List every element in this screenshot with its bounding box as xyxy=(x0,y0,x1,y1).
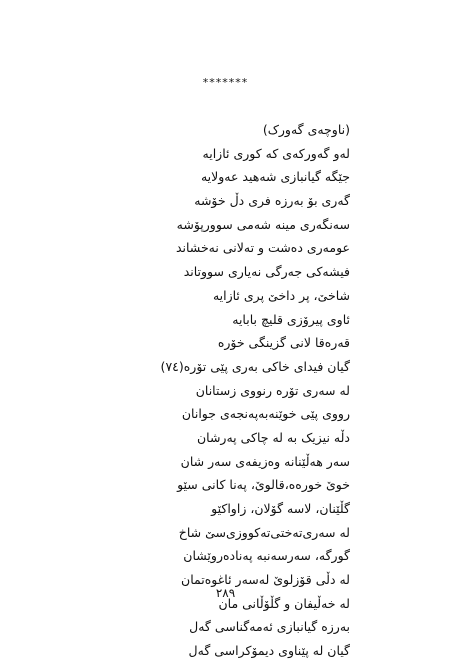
poem-line: سەنگەری مینە شەمی سوورپۆشە xyxy=(176,216,350,232)
page-number: ٢٨٩ xyxy=(215,586,236,600)
poem-line: لەو گەورکەی کە کوری ئازایە xyxy=(202,145,350,161)
poem-line: خوێ خورەە،قالوێ، پەنا کانی سێو xyxy=(177,477,350,493)
poem-line: ئاوی پیرۆزی قلیچ بابایە xyxy=(232,311,350,327)
poem-line: لە سەری تۆرە رنووی زستانان xyxy=(195,382,350,398)
poem-line: گەری بۆ بەرزە فری دڵ خۆشە xyxy=(194,193,350,209)
poem-title: (ناوچەی گەورک) xyxy=(262,122,350,137)
poem-block xyxy=(118,118,350,663)
poem-line: فیشەکی جەرگی نەیاری سووتاند xyxy=(183,264,350,280)
poem-line: سەر هەڵێنانە وەزیفەی سەر شان xyxy=(180,453,350,469)
section-separator: ******* xyxy=(202,76,249,89)
poem-line: قەرەقا لانی گزینگی خۆرە xyxy=(217,335,350,351)
poem-line: گیان لە پێناوی دیمۆکراسی گەل xyxy=(188,643,350,659)
poem-line: رووی پێی خوێنەبەپەنجەی جوانان xyxy=(181,406,350,422)
poem-line: لە خەڵیفان و گڵۆڵانی مان xyxy=(218,595,350,611)
poem-line: عومەری دەشت و تەلانی نەخشاند xyxy=(175,240,350,256)
poem-line: گڵێنان، لاسە گۆلان، زاواکێو xyxy=(211,501,350,516)
poem-line: جێگە گیانبازی شەهید عەولایە xyxy=(200,169,350,185)
poem-line: لە دڵی قۆزلوێ لەسەر ئاغوەتمان xyxy=(181,572,350,588)
poem-line: شاخێ، پر داخێ پری ئازایە xyxy=(212,287,350,303)
poem-line: لە سەری‌تەختی‌تەکووزی‌سێ شاخ xyxy=(178,524,350,540)
poem-line: دڵە نیزیک بە لە چاکی پەرشان xyxy=(196,429,350,445)
poem-line: بەرزە گیانبازی ئەمەگناسی گەل xyxy=(189,619,350,635)
poem-line: گیان فیدای خاکی بەری پێی تۆرە(٧٤) xyxy=(160,358,350,374)
poem-line: گورگە، سەرسەنبە پەنادەروێشان xyxy=(183,548,350,564)
